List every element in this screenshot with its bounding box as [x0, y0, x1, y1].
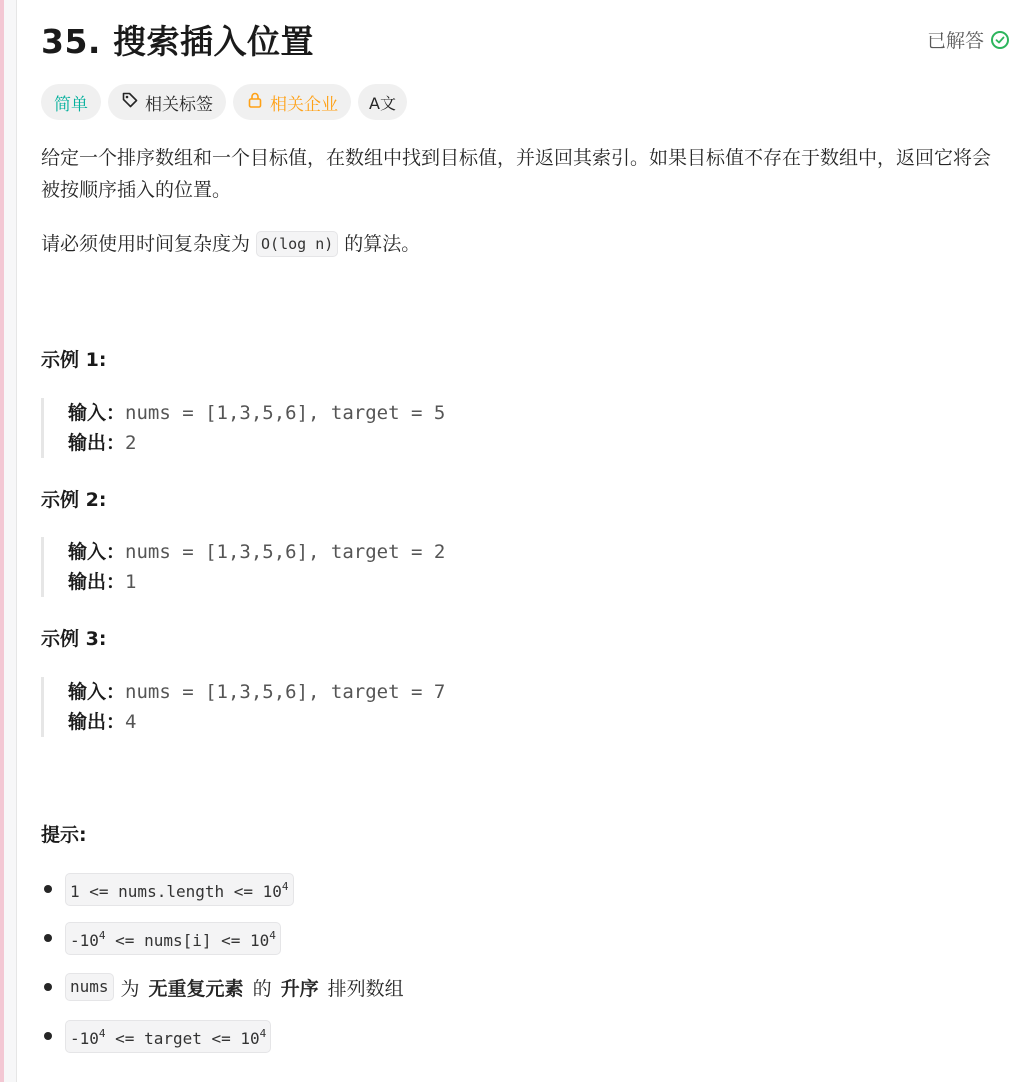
complexity-code: O(log n) — [256, 231, 338, 257]
solved-label: 已解答 — [926, 30, 984, 52]
solved-status — [927, 26, 1009, 53]
translate-icon: A文 — [369, 93, 396, 113]
companies-tag-button[interactable] — [233, 84, 351, 120]
statement-text-after: 的算法。 — [344, 233, 421, 255]
exponent: 4 — [259, 1026, 267, 1040]
hint-text: 排列数组 — [327, 977, 404, 1000]
topics-tag-button[interactable] — [108, 84, 226, 120]
left-accent-bar — [0, 0, 4, 1082]
example-3-block — [41, 677, 941, 737]
input-label: 输入： — [68, 681, 126, 703]
hint-text: 的 — [252, 977, 272, 1000]
example-2-title: 示例 2: — [41, 489, 107, 511]
exponent: 4 — [269, 928, 276, 942]
example-1-input: nums = [1,3,5,6], target = 5 — [125, 402, 446, 424]
exponent: 4 — [98, 928, 106, 942]
problem-description — [41, 0, 1009, 1048]
example-1-title: 示例 1: — [41, 349, 107, 371]
hint-item — [41, 874, 294, 904]
hint-item — [41, 923, 281, 953]
output-label: 输出： — [68, 432, 126, 454]
exponent: 4 — [98, 1026, 106, 1040]
bullet — [44, 1032, 52, 1040]
constraint-code — [65, 922, 281, 955]
constraint-text: -10 — [70, 930, 99, 950]
problem-statement — [41, 142, 1009, 260]
example-2-output: 1 — [125, 571, 137, 593]
statement-text-before: 请必须使用时间复杂度为 — [41, 233, 251, 255]
input-label: 输入： — [68, 402, 126, 424]
example-3-title: 示例 3: — [41, 628, 107, 650]
example-2-input: nums = [1,3,5,6], target = 2 — [125, 541, 446, 563]
output-label: 输出： — [68, 711, 126, 733]
input-label: 输入： — [68, 541, 126, 563]
exponent: 4 — [281, 879, 289, 893]
hint-text: 为 — [120, 977, 140, 1000]
constraint-code: nums — [65, 973, 114, 1001]
topics-tag-label: 相关标签 — [145, 94, 213, 115]
hint-item — [41, 972, 411, 1002]
lock-icon — [246, 91, 264, 114]
hint-item — [41, 1021, 271, 1051]
bullet — [44, 885, 52, 893]
constraint-text: <= target <= 10 — [105, 1028, 260, 1048]
tag-icon — [121, 91, 139, 114]
check-circle-icon — [991, 31, 1009, 49]
problem-header — [41, 0, 1009, 80]
example-1-output: 2 — [125, 432, 137, 454]
example-1-block — [41, 398, 941, 458]
example-3-output: 4 — [125, 711, 137, 733]
bullet — [44, 983, 52, 991]
difficulty-tag[interactable]: 简单 — [41, 84, 101, 120]
output-label: 输出： — [68, 571, 126, 593]
constraint-text: <= nums[i] <= 10 — [105, 930, 270, 950]
hint-emphasis: 升序 — [280, 977, 319, 1000]
hint-emphasis: 无重复元素 — [148, 977, 244, 1000]
example-3-input: nums = [1,3,5,6], target = 7 — [125, 681, 446, 703]
constraint-text: 1 <= nums.length <= 10 — [70, 881, 282, 901]
left-panel-edge — [0, 0, 17, 1082]
constraint-code — [65, 1020, 271, 1053]
translate-button[interactable] — [358, 84, 407, 120]
statement-paragraph-1: 给定一个排序数组和一个目标值，在数组中找到目标值，并返回其索引。如果目标值不存在于数组中，返回它将会被按顺序插入的位置。 — [41, 147, 992, 201]
example-2-block — [41, 537, 941, 597]
companies-tag-label: 相关企业 — [270, 94, 338, 115]
constraint-code — [65, 873, 294, 906]
bullet — [44, 934, 52, 942]
problem-title: 35. 搜索插入位置 — [41, 22, 314, 61]
tag-row — [41, 84, 1009, 120]
statement-paragraph-2 — [41, 228, 1009, 260]
constraint-text: -10 — [70, 1028, 99, 1048]
hints-title: 提示: — [41, 824, 87, 846]
